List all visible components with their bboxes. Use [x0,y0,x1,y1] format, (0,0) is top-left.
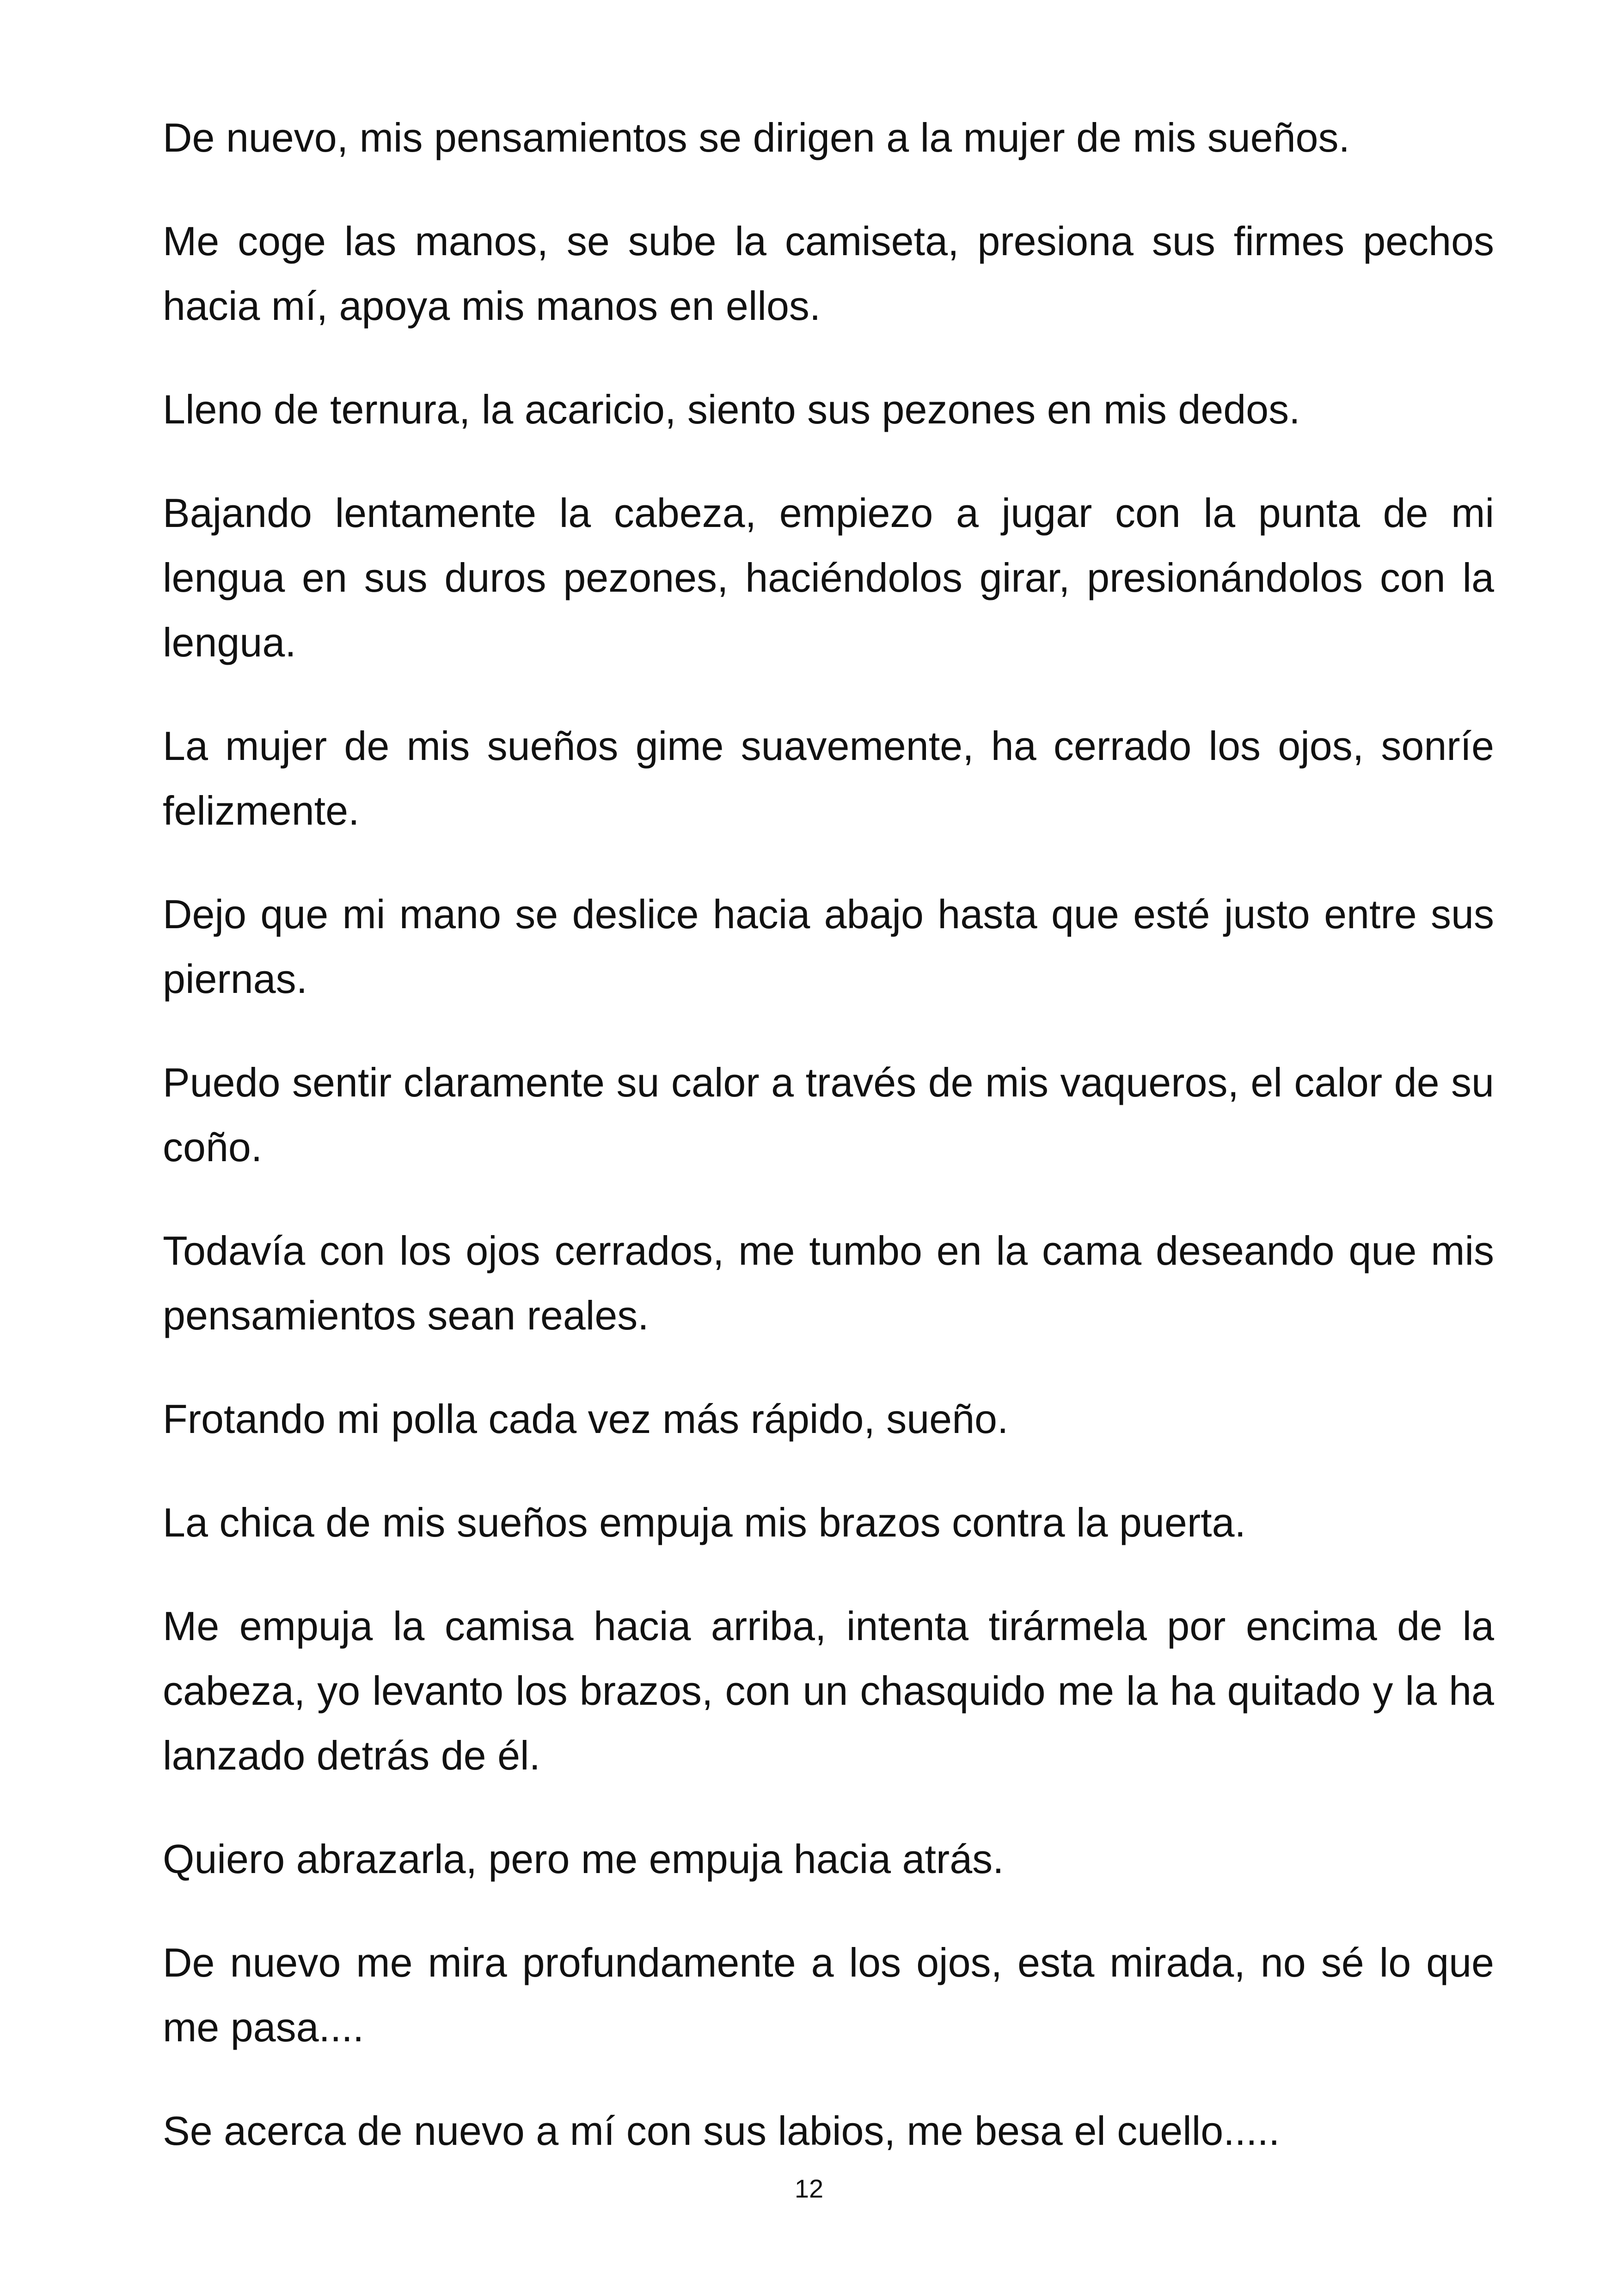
paragraph-4: Bajando lentamente la cabeza, empiezo a jugar con la punta de mi lengua en sus duros pezones, haciéndolos girar, presionándolos con la lengua. [163,490,1494,665]
paragraph-2: Me coge las manos, se sube la camiseta, presiona sus firmes pechos hacia mí, apoya mis manos en ellos. [163,218,1494,329]
paragraph-13: De nuevo me mira profundamente a los ojos, esta mirada, no sé lo que me pasa.... [163,1940,1494,2050]
paragraph-3: Lleno de ternura, la acaricio, siento sus pezones en mis dedos. [163,386,1300,432]
page-number: 12 [794,2174,824,2203]
paragraph-5: La mujer de mis sueños gime suavemente, ha cerrado los ojos, sonríe felizmente. [163,723,1494,833]
paragraph-14: Se acerca de nuevo a mí con sus labios, me besa el cuello..... [163,2108,1280,2154]
paragraph-8: Todavía con los ojos cerrados, me tumbo en la cama deseando que mis pensamientos sean reales. [163,1228,1494,1338]
paragraph-1: De nuevo, mis pensamientos se dirigen a la mujer de mis sueños. [163,115,1350,160]
paragraph-6: Dejo que mi mano se deslice hacia abajo hasta que esté justo entre sus piernas. [163,891,1494,1002]
paragraph-12: Quiero abrazarla, pero me empuja hacia atrás. [163,1836,1004,1882]
paragraph-9: Frotando mi polla cada vez más rápido, sueño. [163,1396,1009,1442]
paragraph-7: Puedo sentir claramente su calor a través de mis vaqueros, el calor de su coño. [163,1059,1494,1170]
body-text [163,105,1494,2202]
paragraph-10: La chica de mis sueños empuja mis brazos contra la puerta. [163,1500,1246,1545]
paragraph-11: Me empuja la camisa hacia arriba, intenta tirármela por encima de la cabeza, yo levanto los brazos, con un chasquido me la ha quitado y la ha lanzado detrás de él. [163,1603,1494,1778]
